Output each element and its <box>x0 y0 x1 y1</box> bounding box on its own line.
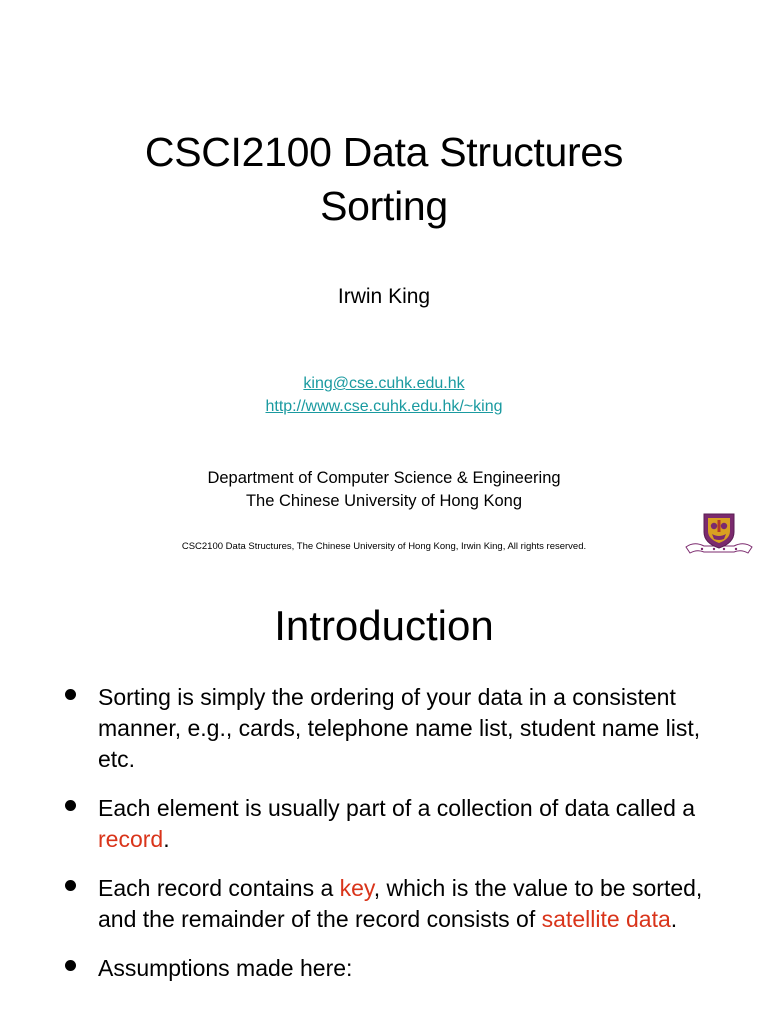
bullet-icon <box>65 800 76 811</box>
list-item: Assumptions made here: <box>0 953 768 984</box>
author-name: Irwin King <box>337 285 431 308</box>
lecture-title: Sorting <box>320 183 448 229</box>
university-name: The Chinese University of Hong Kong <box>245 492 523 510</box>
copyright-footer: CSC2100 Data Structures, The Chinese University of Hong Kong, Irwin King, All rights reserved. <box>181 541 587 552</box>
department-name: Department of Computer Science & Engineering <box>207 469 561 487</box>
bullet-icon <box>65 960 76 971</box>
bullet-icon <box>65 880 76 891</box>
homepage-link[interactable]: http://www.cse.cuhk.edu.hk/~king <box>265 398 503 415</box>
bullet-list <box>0 682 768 1002</box>
term-record: record <box>98 826 164 852</box>
list-item: Each element is usually part of a collection of data called a record. <box>0 793 768 855</box>
cuhk-crest-icon <box>684 510 754 560</box>
term-key: key <box>339 875 374 901</box>
email-link[interactable]: king@cse.cuhk.edu.hk <box>303 375 465 392</box>
list-item: Sorting is simply the ordering of your data in a consistent manner, e.g., cards, telephone name list, student name list, etc. <box>0 682 768 775</box>
bullet-icon <box>65 689 76 700</box>
term-satellite-data: satellite data <box>541 906 671 932</box>
course-title: CSCI2100 Data Structures <box>144 129 624 175</box>
list-item: Each record contains a key, which is the value to be sorted, and the remainder of the record consists of satellite data. <box>0 873 768 935</box>
slide-title: Introduction <box>274 602 494 649</box>
